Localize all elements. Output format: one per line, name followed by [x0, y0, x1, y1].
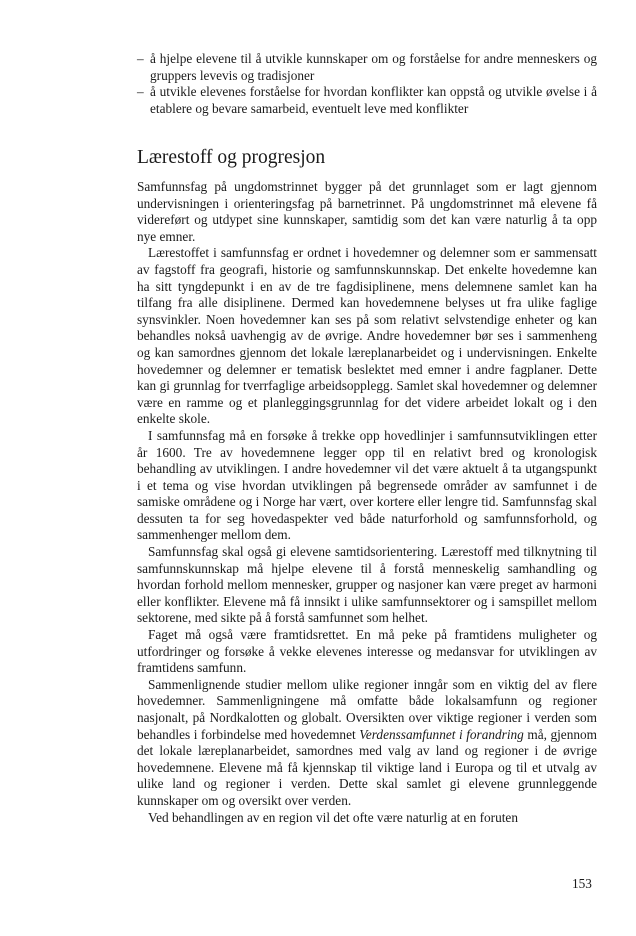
body-text: [137, 179, 597, 826]
paragraph: [137, 677, 597, 810]
bullet-text: å hjelpe elevene til å utvikle kunnskaper om og forståelse for andre menneskers og gruppers levevis og tradisjoner: [150, 51, 597, 83]
section-heading: Lærestoff og progresjon: [137, 147, 326, 168]
paragraph: Lærestoffet i samfunnsfag er ordnet i hovedemner og delemner som er sammensatt av fagstoff fra geografi, historie og samfunnskunnskap. Det enkelte hovedemne kan ha sitt tyngdepunkt i en av de tre fagdisiplinene, mens delemnene samlet kan ha tilfang fra alle disiplinene. Dermed kan hovedemnene belyses ut fra ulike faglige synsvinkler. Noen hovedemner kan ses på som relativt selvstendige enheter og kan behandles nokså uavhengig av de øvrige. Andre hovedemner bør ses i sammenheng og kan samordnes gjennom det lokale læreplanarbeidet og i undervisningen. Enkelte hovedemner og delemner er tematisk beslektet med emner i andre fagplaner. Dette kan gi grunnlag for tverrfaglige arbeidsopplegg. Samlet skal hovedemner og delemner være en ramme og et planleggingsgrunnlag for det videre arbeidet lokalt og i den enkelte skole.: [137, 245, 597, 427]
list-item: [137, 51, 597, 84]
bullet-dash: –: [137, 84, 144, 100]
paragraph-text: må, gjennom det lokale læreplanarbeidet, samordnes med valg av land og regioner i de øvrige hovedemnene. Elevene må få kjennskap til viktige land i Europa og til et utvalg av ulike land og regioner i verden. Dette skal samlet gi elevene grunnleggende kunnskaper om og oversikt over verden.: [137, 726, 597, 808]
paragraph: I samfunnsfag må en forsøke å trekke opp hovedlinjer i samfunnsutviklingen etter år 1600. Tre av hovedemnene legger opp til en relativt bred og kronologisk behandling av utviklingen. I andre hovedemner vil det være aktuelt å ta utgangspunkt i et tema og vise hvordan utviklingen på begrensede områder av samfunnet i de samiske områdene og i Norge har vært, over kortere eller lengre tid. Samfunnsfag skal dessuten ta for seg hovedaspekter ved både naturforhold og samfunnsforhold, og sammenhenger mellom dem.: [137, 427, 597, 543]
list-item: [137, 84, 597, 117]
paragraph-text: Sammenlignende studier mellom ulike regioner inngår som en viktig del av flere hovedemner. Sammenligningene må omfatte både lokalsamfunn og regioner nasjonalt, på Nordkalotten og globalt. Oversikten over viktige regioner i verden som behandles i forbindelse med hovedemnet: [137, 676, 597, 742]
page-number: 153: [572, 876, 592, 891]
bullet-list: [137, 51, 597, 117]
bullet-text: å utvikle elevenes forståelse for hvordan konflikter kan oppstå og utvikle øvelse i å etablere og bevare samarbeid, eventuelt leve med konflikter: [150, 84, 597, 116]
bullet-dash: –: [137, 51, 144, 66]
paragraph: Ved behandlingen av en region vil det ofte være naturlig at en foruten: [148, 809, 518, 825]
topic-title-italic: Verdenssamfunnet i forandring: [359, 726, 524, 742]
paragraph: Samfunnsfag skal også gi elevene samtidsorientering. Lærestoff med tilknytning til samfunnskunnskap må hjelpe elevene til å forstå menneskelig samhandling og hvordan forhold mellom mennesker, grupper og nasjoner kan være preget av harmoni eller konflikter. Elevene må få innsikt i ulike samfunnsektorer og i samspillet mellom sektorene, med sikte på å forstå samfunnet som helhet.: [137, 544, 597, 626]
paragraph: Faget må også være framtidsrettet. En må peke på framtidens muligheter og utfordringer og forsøke å vekke elevenes interesse og medansvar for utviklingen av framtidens samfunn.: [137, 627, 597, 676]
paragraph: Samfunnsfag på ungdomstrinnet bygger på det grunnlaget som er lagt gjennom undervisningen i orienteringsfag på barnetrinnet. På ungdomstrinnet må elevene få videreført og utdypet sine kunnskaper, samtidig som det kan være naturlig å ta opp nye emner.: [137, 179, 597, 244]
